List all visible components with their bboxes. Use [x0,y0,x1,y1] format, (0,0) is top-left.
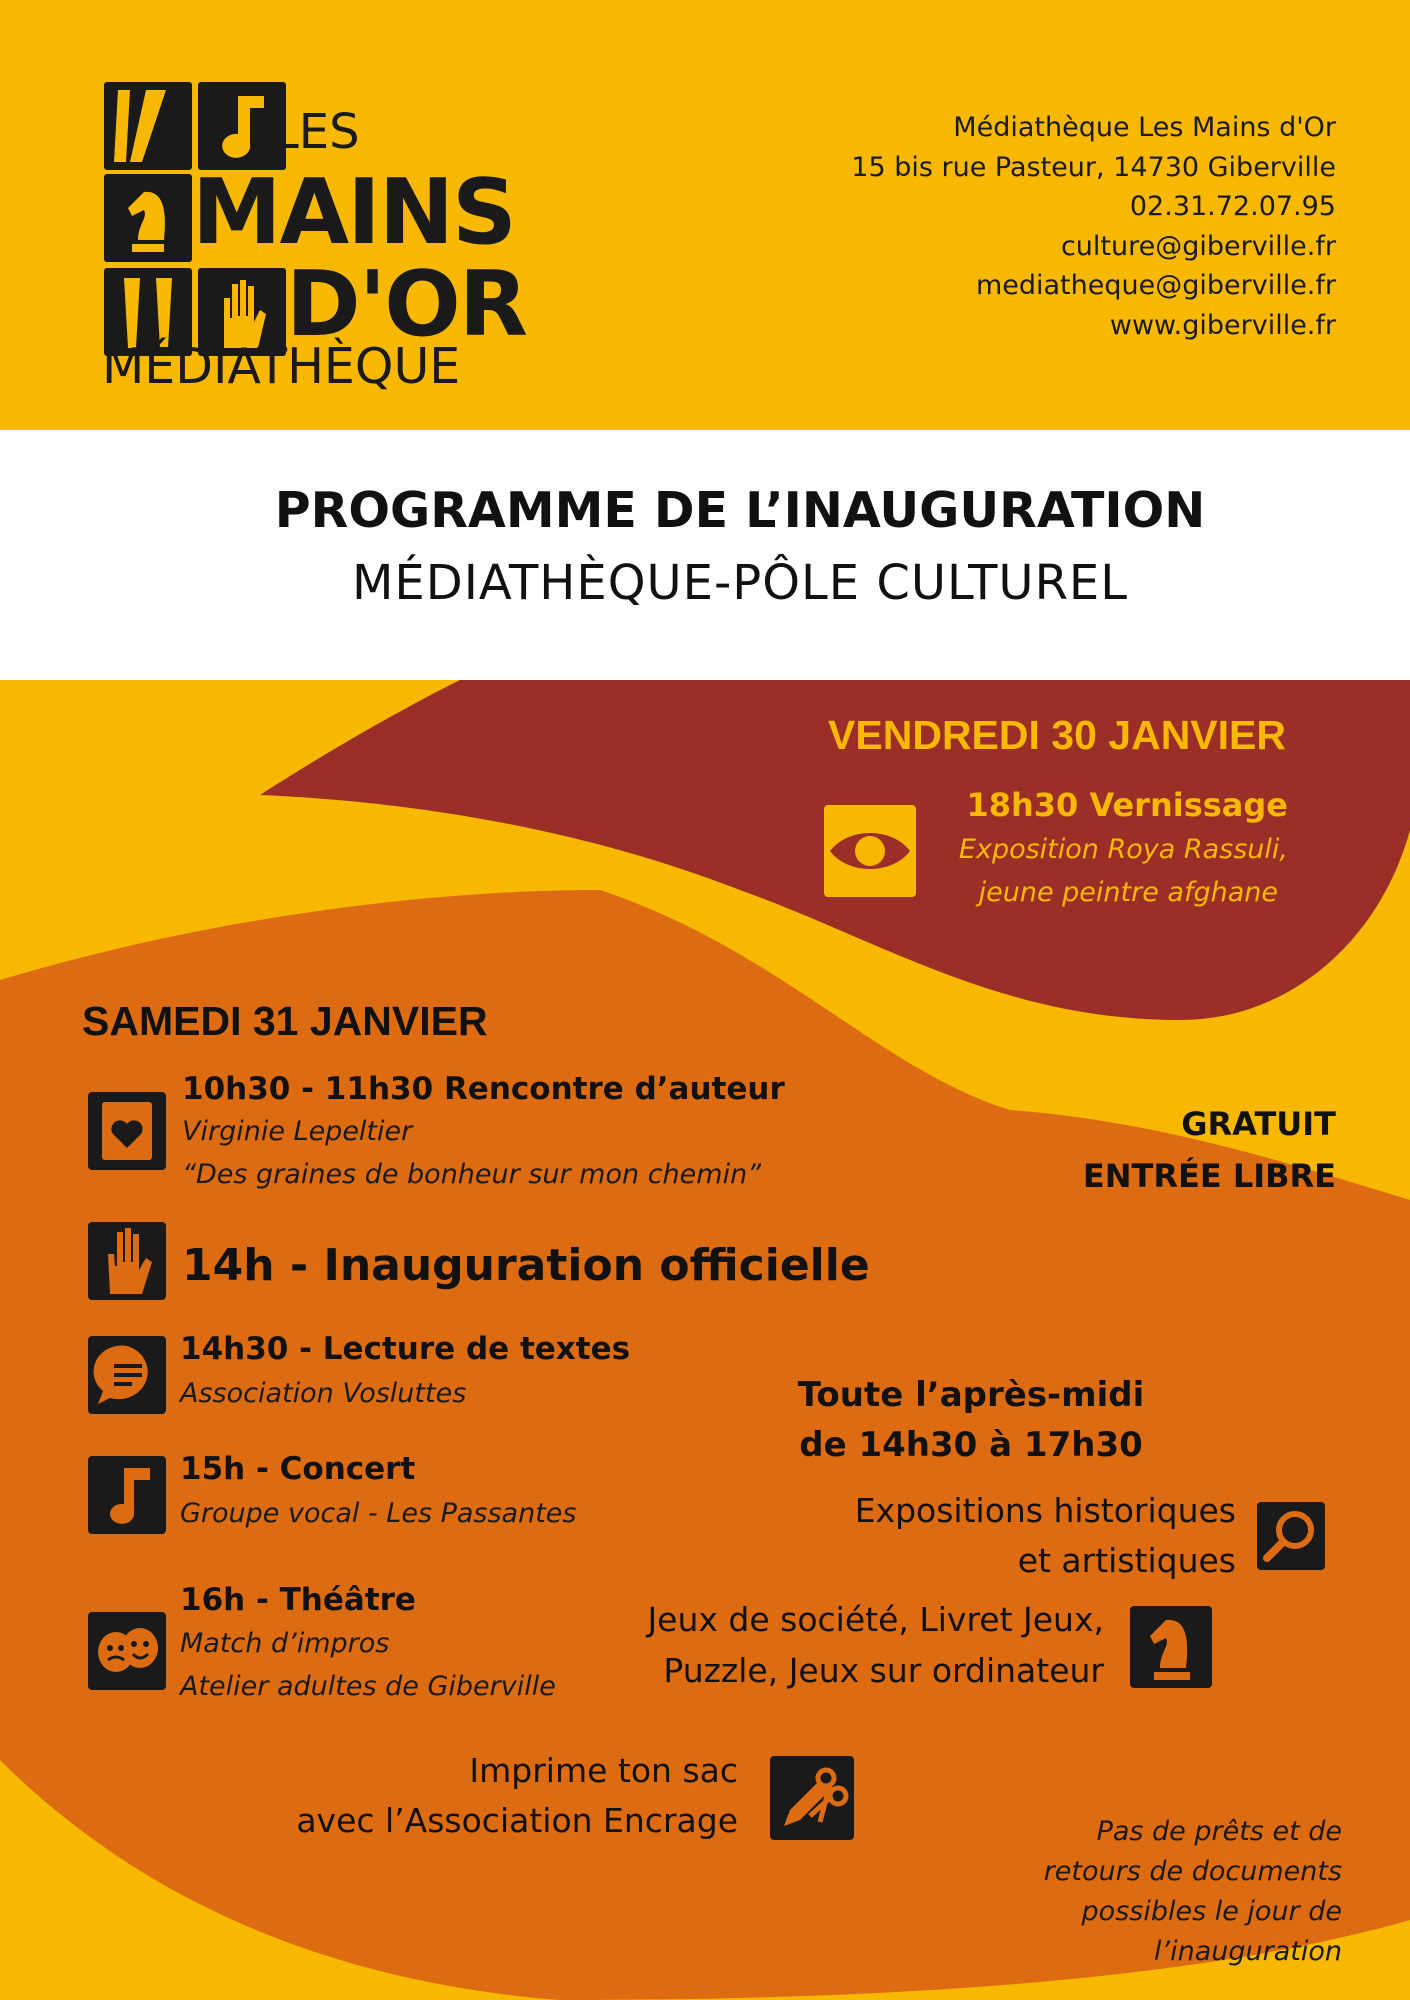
contact-phone: 02.31.72.07.95 [1129,191,1336,222]
event-author-sub1: Virginie Lepeltier [182,1116,413,1147]
contact-name: Médiathèque Les Mains d'Or [953,112,1336,143]
note-line3: possibles le jour de [1081,1896,1342,1927]
note-line4: l’inauguration [1154,1936,1342,1967]
event-theatre-sub2: Atelier adultes de Giberville [180,1671,556,1702]
friday-heading: VENDREDI 30 JANVIER [828,712,1286,758]
scissors-pencil-icon [770,1756,854,1840]
expositions-text [855,1486,1236,1586]
logo-mains: MAINS [192,160,515,265]
free-line2: ENTRÉE LIBRE [1082,1157,1336,1195]
event-theatre [180,1578,556,1708]
note-line1: Pas de prêts et de [1096,1816,1342,1847]
chess-knight-logo-icon [104,174,192,262]
expositions-line2: et artistiques [1017,1541,1236,1580]
event-concert-title: 15h - Concert [180,1451,416,1487]
print-bag-line1: Imprime ton sac [469,1751,738,1790]
event-author-title: 10h30 - 11h30 Rencontre d’auteur [182,1071,785,1107]
logo-les: LES [272,104,360,160]
page-title: PROGRAMME DE L’INAUGURATION [274,482,1206,539]
brush-strokes-icon [104,82,192,170]
games-line1: Jeux de société, Livret Jeux, [647,1600,1104,1639]
event-reading-sub1: Association Vosluttes [180,1378,467,1409]
afternoon-heading [776,1370,1166,1470]
event-theatre-title: 16h - Théâtre [180,1582,416,1618]
contact-email-culture[interactable]: culture@giberville.fr [1060,230,1336,262]
page-subtitle: MÉDIATHÈQUE-PÔLE CULTUREL [352,555,1128,611]
contact-block [851,108,1336,345]
eye-icon [824,805,916,897]
friday-event [959,782,1288,914]
afternoon-heading1: Toute l’après-midi [797,1375,1145,1415]
afternoon-heading2: de 14h30 à 17h30 [799,1425,1143,1465]
event-author-meeting [182,1068,785,1196]
note-line2: retours de documents [1043,1856,1342,1887]
contact-address: 15 bis rue Pasteur, 14730 Giberville [851,151,1336,183]
contact-website[interactable]: www.giberville.fr [1109,309,1336,341]
friday-event-title: 18h30 Vernissage [966,786,1288,824]
friday-event-sub2: jeune peintre afghane [978,877,1278,908]
event-inauguration-title: 14h - Inauguration officielle [182,1240,870,1291]
event-theatre-sub1: Match d’impros [180,1628,390,1659]
event-reading [180,1328,630,1418]
saturday-heading: SAMEDI 31 JANVIER [82,998,488,1044]
logo [100,80,527,395]
logo-dor: D'OR [286,252,527,357]
magnifier-icon [1257,1502,1325,1570]
event-concert [180,1448,576,1538]
free-entry [1083,1098,1336,1202]
event-concert-sub1: Groupe vocal - Les Passantes [180,1498,577,1529]
music-note-icon [88,1456,166,1534]
theater-masks-icon [88,1612,166,1690]
contact-email-mediatheque[interactable]: mediatheque@giberville.fr [975,270,1336,301]
logo-mediatheque: MÉDIATHÈQUE [102,338,461,395]
speech-bubble-icon [88,1336,166,1414]
print-bag-line2: avec l’Association Encrage [296,1801,738,1840]
games-text [647,1594,1104,1696]
hand-icon [88,1222,166,1300]
event-author-sub2: “Des graines de bonheur sur mon chemin” [182,1159,762,1190]
games-line2: Puzzle, Jeux sur ordinateur [663,1651,1104,1690]
chess-knight-icon [1130,1606,1212,1688]
book-heart-icon [88,1092,166,1170]
event-reading-title: 14h30 - Lecture de textes [180,1331,631,1367]
free-line1: GRATUIT [1181,1105,1336,1143]
print-bag-text [296,1746,738,1846]
note-block [1044,1812,1342,1972]
friday-event-sub1: Exposition Roya Rassuli, [958,834,1288,865]
expositions-line1: Expositions historiques [854,1491,1236,1530]
